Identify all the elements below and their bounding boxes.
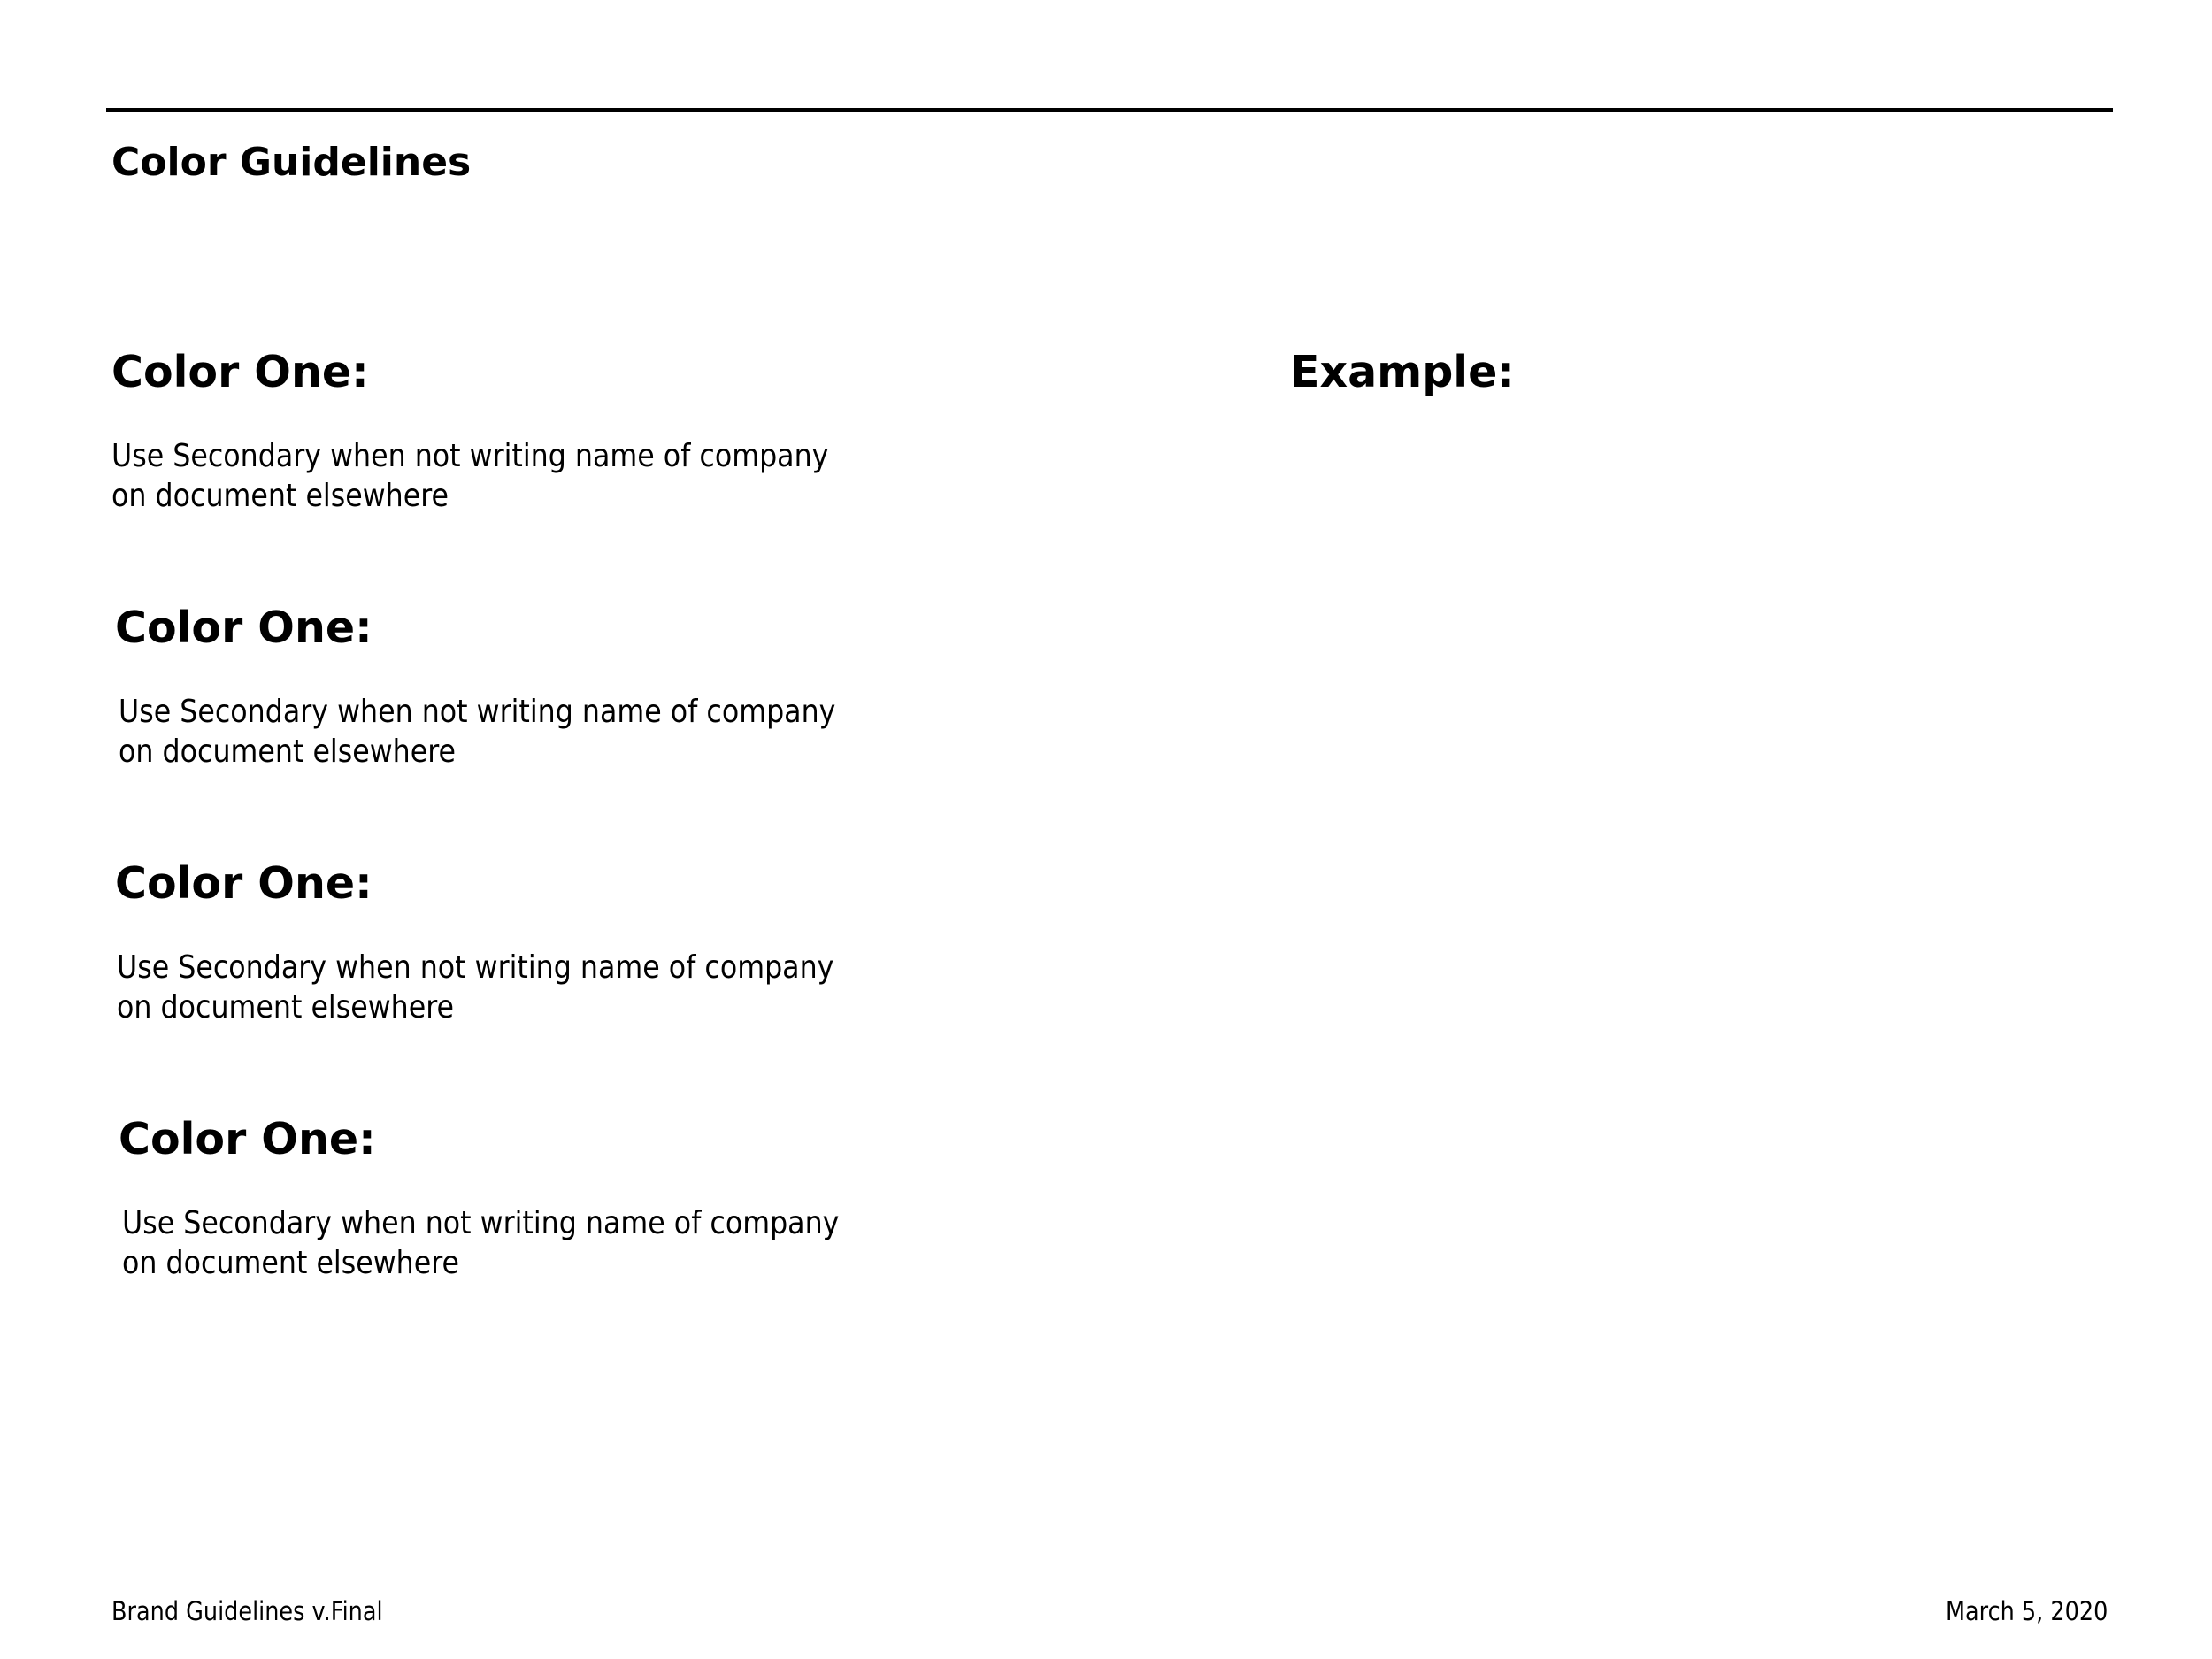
color-section-heading: Color One: bbox=[119, 1114, 376, 1164]
color-section-4 bbox=[119, 1114, 1003, 1283]
color-section-heading: Color One: bbox=[115, 603, 373, 653]
color-section-body: Use Secondary when not writing name of company on document elsewhere bbox=[117, 949, 834, 1025]
color-section-1 bbox=[111, 347, 996, 516]
color-section-heading: Color One: bbox=[115, 858, 373, 909]
footer-date: March 5, 2020 bbox=[1945, 1596, 2108, 1626]
footer-document-name: Brand Guidelines v.Final bbox=[111, 1596, 383, 1626]
page-title: Color Guidelines bbox=[111, 140, 472, 185]
example-heading: Example: bbox=[1290, 347, 1515, 397]
header-divider bbox=[106, 108, 2113, 112]
color-section-body: Use Secondary when not writing name of company on document elsewhere bbox=[111, 437, 829, 514]
color-section-heading: Color One: bbox=[111, 347, 369, 397]
color-section-2 bbox=[115, 603, 1000, 772]
color-section-body: Use Secondary when not writing name of company on document elsewhere bbox=[119, 693, 836, 770]
color-section-3 bbox=[115, 858, 1000, 1027]
color-section-body: Use Secondary when not writing name of company on document elsewhere bbox=[122, 1204, 840, 1281]
